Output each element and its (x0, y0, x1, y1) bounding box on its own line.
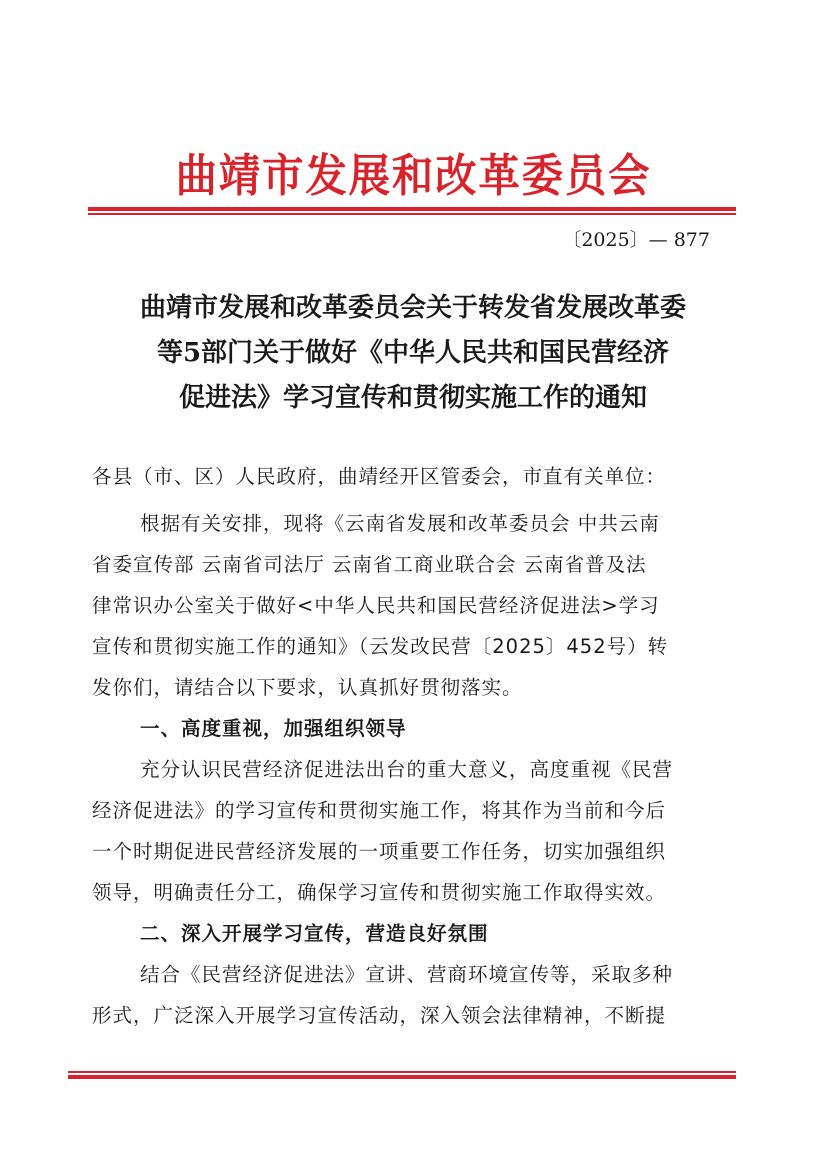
footer-rule-thin (68, 1071, 736, 1073)
document-title (90, 286, 736, 421)
paragraph-line: 宣传和贯彻实施工作的通知》（云发改民营〔2025〕452号）转 (92, 635, 669, 658)
paragraph-line: 根据有关安排，现将《云南省发展和改革委员会 中共云南 (140, 512, 660, 535)
paragraph-line: 充分认识民营经济促进法出台的重大意义，高度重视《民营 (140, 758, 674, 781)
document-number: 〔2025〕— 877 (562, 229, 710, 251)
section-heading: 一、高度重视，加强组织领导 (140, 717, 407, 740)
paragraph-line: 形式，广泛深入开展学习宣传活动，深入领会法律精神，不断提 (92, 1004, 667, 1027)
paragraph-line: 结合《民营经济促进法》宣讲、营商环境宣传等，采取多种 (140, 963, 674, 986)
paragraph-line: 省委宣传部 云南省司法厅 云南省工商业联合会 云南省普及法 (92, 553, 647, 576)
footer-red-rule (68, 1071, 736, 1080)
document-body (92, 503, 728, 1036)
title-line: 等5部门关于做好《中华人民共和国民营经济 (156, 338, 670, 368)
title-line: 曲靖市发展和改革委员会关于转发省发展改革委 (139, 293, 686, 323)
paragraph-line: 经济促进法》的学习宣传和贯彻实施工作，将其作为当前和今后 (92, 799, 667, 822)
addressee-line: 各县（市、区）人民政府，曲靖经开区管委会，市直有关单位： (92, 465, 667, 488)
title-line: 促进法》学习宣传和贯彻实施工作的通知 (178, 383, 647, 413)
org-header-title: 曲靖市发展和改革委员会 (175, 149, 652, 202)
header-rule-thick (88, 207, 736, 211)
paragraph-line: 发你们，请结合以下要求，认真抓好贯彻落实。 (92, 676, 523, 699)
paragraph-line: 一个时期促进民营经济发展的一项重要工作任务，切实加强组织 (92, 840, 667, 863)
section-heading: 二、深入开展学习宣传，营造良好氛围 (140, 922, 489, 945)
header-rule-thin (88, 213, 736, 215)
paragraph-line: 领导，明确责任分工，确保学习宣传和贯彻实施工作取得实效。 (92, 881, 667, 904)
header-red-rule (88, 207, 736, 216)
paragraph-line: 律常识办公室关于做好<中华人民共和国民营经济促进法>学习 (92, 594, 660, 617)
footer-rule-thick (68, 1075, 736, 1079)
